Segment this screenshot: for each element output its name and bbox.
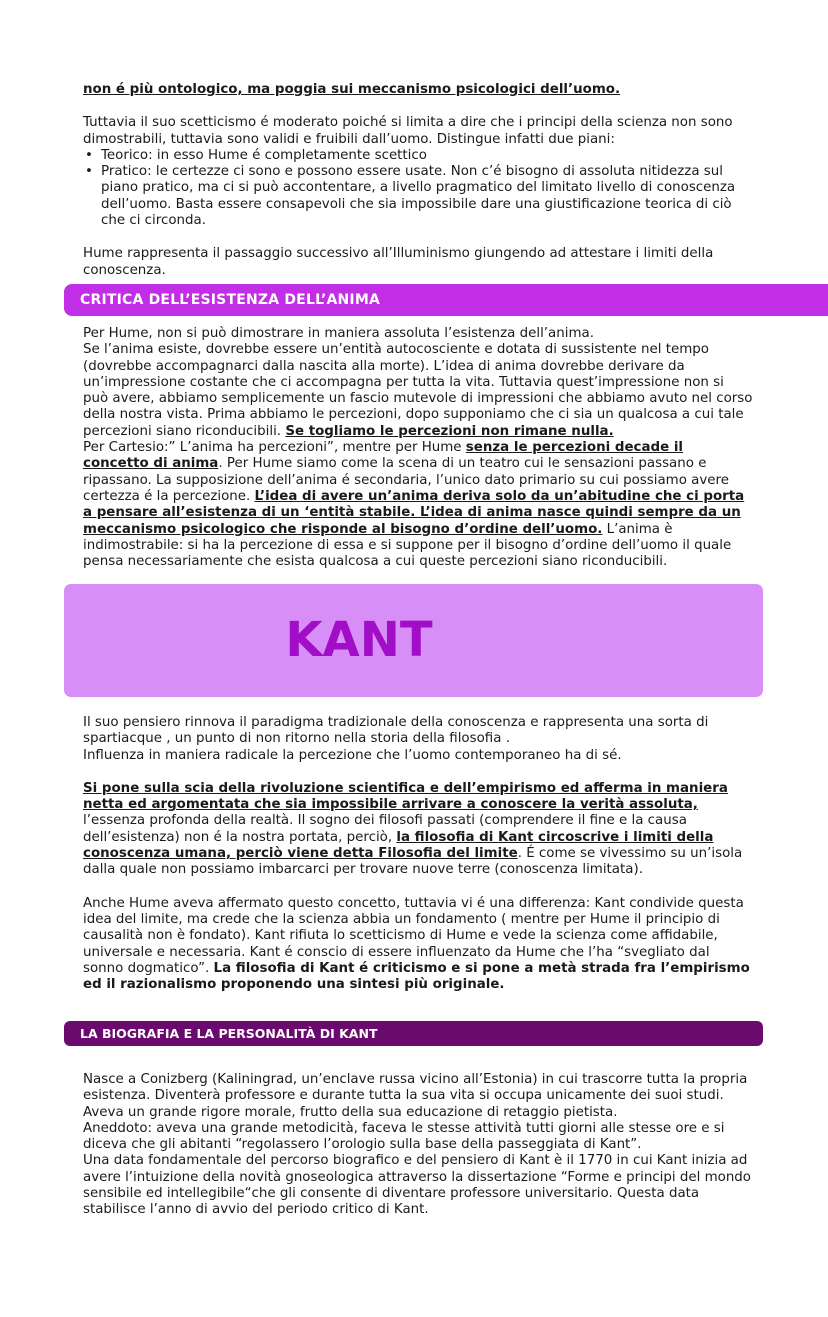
- kant-banner: [64, 584, 763, 697]
- section-heading-biography: LA BIOGRAFIA E LA PERSONALITÀ DI KANT: [64, 1021, 763, 1046]
- bio-paragraph: Nasce a Conizberg (Kaliningrad, un’enclave russa vicino all’Estonia) in cui trascorre tutta la propria esistenza. Diventerà professore e durante tutta la sua vita si occupa unicamente dei suoi studi.: [83, 1072, 748, 1104]
- kant-text: l’essenza profonda della realtà. Il sogno dei filosofi passati (comprendere il fine e la causa dell’esistenza) non é la nostra portata, perciò,: [83, 813, 687, 845]
- bio-paragraph: Aneddoto: aveva una grande metodicità, faceva le stesse attività tutti giorni alle stesse ore e si diceva che gli abitanti “regolassero l’orologio sulla base della passeggiata di Kant”.: [83, 1120, 725, 1153]
- kant-emphasis: la filosofia di Kant circoscrive i limiti della conoscenza umana, perciò viene detta Filosofia del limite: [83, 829, 714, 862]
- intro-paragraph: Tuttavia il suo scetticismo é moderato poiché si limita a dire che i principi della scienza non sono dimostrabili, tuttavia sono validi e fruibili dall’uomo. Distingue infatti due piani:: [83, 115, 733, 147]
- kant-text: Anche Hume aveva affermato questo concetto, tuttavia vi é una differenza: Kant condivide questa idea del limite, ma crede che la scienza abbia un fondamento ( mentre per Hume il principio di causalità non è fondato). Kant rifiuta lo scetticismo di Hume e vede la scienza come affidabile, universale e necessaria. Kant é conscio di essere influenzato da Hume che l’ha “svegliato dal sonno dogmatico”.: [83, 895, 744, 976]
- list-item: • Pratico: le certezze ci sono e possono essere usate. Non c’é bisogno di assoluta nitidezza sul piano pratico, ma ci si può accontentare, a livello pragmatico del limitato livello di conoscenza dell’uomo. Basta essere consapevoli che sia impossibile dare una giustificazione teorica di ciò che ci circonda.: [101, 164, 753, 229]
- kant-section: [83, 715, 753, 993]
- kant-bold: La filosofia di Kant é criticismo e si pone a metà strada fra l’empirismo ed il razionalismo proponendo una sintesi più originale.: [83, 960, 750, 993]
- kant-paragraph: Il suo pensiero rinnova il paradigma tradizionale della conoscenza e rappresenta una sorta di spartiacque , un punto di non ritorno nella storia della filosofia .: [83, 715, 709, 747]
- intro-line: non é più ontologico, ma poggia sui meccanismo psicologici dell’uomo.: [83, 82, 621, 97]
- anima-text: . Per Hume siamo come la scena di un teatro cui le sensazioni passano e ripassano. La supposizione dell’anima é secondaria, l’unico dato primario su cui possiamo avere certezza é la percezione.: [83, 456, 729, 504]
- anima-text: L’anima è indimostrabile: si ha la percezione di essa e si suppone per il bisogno d’ordine dell’uomo il quale pensa necessariamente che esista qualcosa a cui queste percezioni siano riconducibili.: [83, 521, 732, 570]
- anima-paragraph-2: [83, 440, 753, 570]
- planes-list: [83, 148, 753, 229]
- anima-text: Per Cartesio:” L’anima ha percezioni”, mentre per Hume: [83, 440, 466, 456]
- anima-emphasis: L’idea di avere un’anima deriva solo da un’abitudine che ci porta a pensare all’esistenza di un ‘entità stabile. L’idea di anima nasce quindi sempre da un meccanismo psicologico che risponde al bisogno d’ordine dell’uomo.: [83, 488, 745, 537]
- kant-paragraph: [83, 781, 753, 879]
- anima-paragraph: [83, 342, 753, 440]
- intro-conclusion: Hume rappresenta il passaggio successivo all’Illuminismo giungendo ad attestare i limiti della conoscenza.: [83, 246, 714, 278]
- anima-emphasis: senza le percezioni decade il concetto di anima: [83, 440, 684, 472]
- anima-section: [83, 326, 753, 570]
- list-item: • Teorico: in esso Hume é completamente scettico: [101, 148, 753, 164]
- bio-paragraph: Aveva un grande rigore morale, frutto della sua educazione di retaggio pietista.: [83, 1104, 618, 1120]
- biography-section: [83, 1072, 753, 1219]
- section-heading-anima: CRITICA DELL’ESISTENZA DELL’ANIMA: [64, 284, 828, 316]
- anima-emphasis: Se togliamo le percezioni non rimane nulla.: [285, 423, 614, 439]
- intro-section: [83, 82, 753, 279]
- anima-text: Se l’anima esiste, dovrebbe essere un’entità autocosciente e dotata di sussistente nel tempo (dovrebbe accompagnarci dalla nascita alla morte). L’idea di anima dovrebbe derivare da un’impressione costante che ci accompagna per tutta la vita. Tuttavia quest’impressione non si può avere, abbiamo semplicemente un fascio mutevole di impressioni che abbiamo avuto nel corso della nostra vista. Prima abbiamo le percezioni, dopo supponiamo che ci sia un qualcosa a cui tale percezioni siano riconducibili.: [83, 342, 753, 439]
- kant-paragraph: Influenza in maniera radicale la percezione che l’uomo contemporaneo ha di sé.: [83, 747, 622, 763]
- kant-emphasis: Si pone sulla scia della rivoluzione scientifica e dell’empirismo ed afferma in maniera netta ed argomentata che sia impossibile arrivare a conoscere la verità assoluta,: [83, 780, 728, 813]
- anima-line: Per Hume, non si può dimostrare in maniera assoluta l’esistenza dell’anima.: [83, 326, 594, 341]
- bio-paragraph: Una data fondamentale del percorso biografico e del pensiero di Kant è il 1770 in cui Kant inizia ad avere l’intuizione della novità gnoseologica attraverso la dissertazione “Forme e principi del mondo sensibile ed intellegibile“che gli consente di diventare professore universitario. Questa data stabilisce l’anno di avvio del periodo critico di Kant.: [83, 1153, 752, 1218]
- kant-paragraph: [83, 896, 753, 994]
- kant-title: KANT: [285, 612, 433, 668]
- kant-text: . É come se vivessimo su un’isola dalla quale non possiamo imbarcarci per trovare nuove terre (conoscenza limitata).: [83, 846, 743, 878]
